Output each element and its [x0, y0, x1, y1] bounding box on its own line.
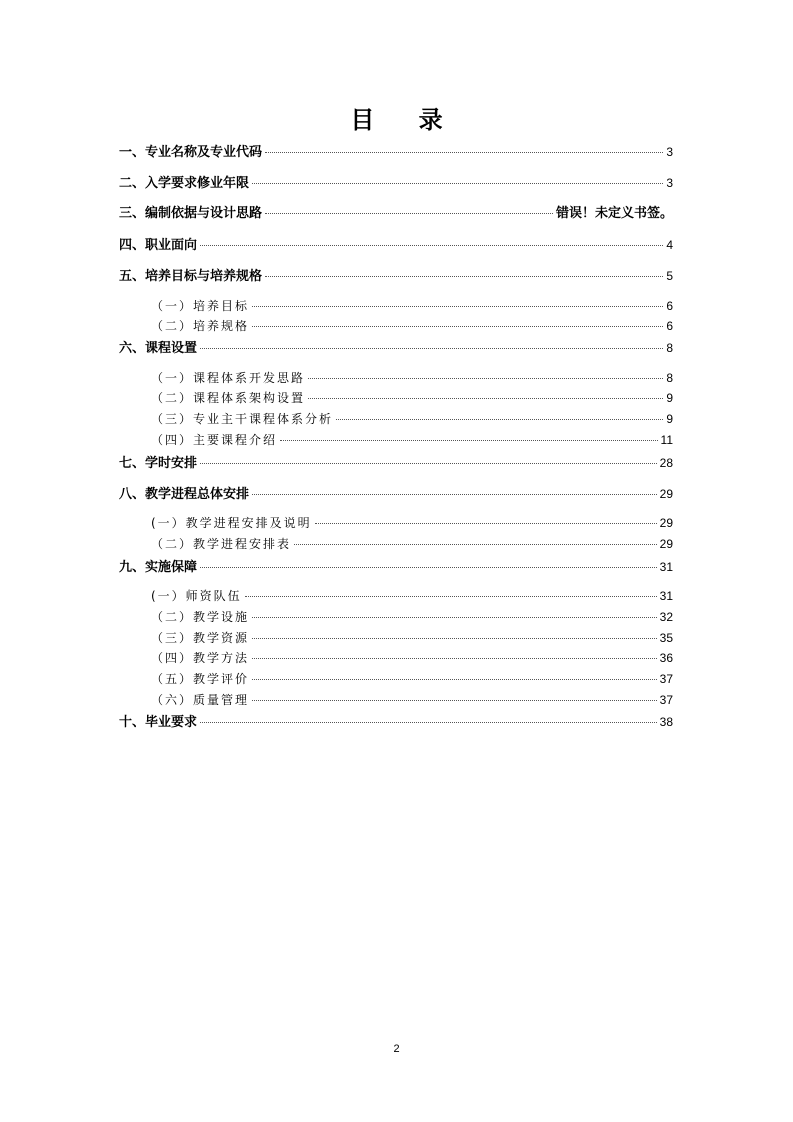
toc-entry-page: 36 — [659, 651, 673, 665]
toc-entry[interactable] — [119, 556, 673, 574]
toc-leader-dots — [336, 419, 663, 420]
toc-entry-label: 八、教学进程总体安排 — [119, 487, 250, 502]
toc-entry-page: 28 — [659, 456, 673, 470]
toc-entry-page: 31 — [659, 589, 673, 603]
page-number: 2 — [393, 1043, 400, 1055]
toc-entry[interactable] — [119, 452, 673, 470]
toc-entry-label: （二）教学进程安排表 — [151, 537, 292, 551]
toc-entry-label: （二）教学设施 — [151, 610, 250, 624]
toc-leader-dots — [252, 617, 657, 618]
toc-subentry[interactable] — [151, 691, 673, 709]
toc-subentry[interactable] — [151, 431, 673, 449]
toc-entry-page-error: 错误！未定义书签。 — [555, 206, 673, 221]
toc-leader-dots — [294, 544, 657, 545]
toc-entry-label: 一、专业名称及专业代码 — [119, 145, 263, 160]
toc-leader-dots — [252, 306, 663, 307]
toc-subentry[interactable] — [151, 608, 673, 626]
toc-entry[interactable] — [119, 202, 673, 220]
toc-entry-label: （一）培养目标 — [151, 299, 250, 313]
toc-subentry[interactable] — [151, 514, 673, 532]
toc-entry-page: 6 — [666, 319, 673, 333]
toc-entry-page: 3 — [666, 176, 673, 190]
toc-subentry[interactable] — [151, 629, 673, 647]
toc-subentry[interactable] — [151, 297, 673, 315]
toc-subentry[interactable] — [151, 410, 673, 428]
toc-entry-page: 32 — [659, 610, 673, 624]
toc-entry-page: 38 — [659, 715, 673, 729]
toc-entry-label: （二）课程体系架构设置 — [151, 391, 306, 405]
toc-entry-label: （一）课程体系开发思路 — [151, 371, 306, 385]
toc-entry-page: 29 — [659, 516, 673, 530]
toc-entry-label: （三）专业主干课程体系分析 — [151, 412, 334, 426]
toc-entry[interactable] — [119, 483, 673, 501]
toc-entry-page: 3 — [666, 145, 673, 159]
toc-entry-page: 9 — [666, 391, 673, 405]
toc-leader-dots — [252, 183, 663, 184]
toc-entry-page: 4 — [666, 238, 673, 252]
toc-entry-page: 8 — [666, 341, 673, 355]
toc-entry-label: (一）师资队伍 — [151, 589, 242, 603]
toc-subentry[interactable] — [151, 587, 673, 605]
toc-subentry[interactable] — [151, 389, 673, 407]
toc-subentry[interactable] — [151, 670, 673, 688]
toc-entry-label: （五）教学评价 — [151, 672, 250, 686]
toc-entry[interactable] — [119, 234, 673, 252]
toc-leader-dots — [280, 440, 658, 441]
toc-leader-dots — [200, 722, 657, 723]
toc-entry-label: （四）教学方法 — [151, 651, 250, 665]
toc-leader-dots — [252, 700, 657, 701]
toc-leader-dots — [252, 326, 663, 327]
toc-leader-dots — [308, 378, 663, 379]
toc-entry[interactable] — [119, 711, 673, 729]
toc-entry-page: 11 — [660, 433, 673, 447]
toc-leader-dots — [200, 567, 657, 568]
toc-entry-label: （三）教学资源 — [151, 631, 250, 645]
toc-entry[interactable] — [119, 337, 673, 355]
toc-entry-page: 35 — [659, 631, 673, 645]
toc-entry-label: （六）质量管理 — [151, 693, 250, 707]
toc-entry-label: （四）主要课程介绍 — [151, 433, 278, 447]
toc-subentry[interactable] — [151, 317, 673, 335]
toc-leader-dots — [252, 494, 657, 495]
toc-leader-dots — [265, 152, 663, 153]
toc-entry-page: 37 — [659, 672, 673, 686]
toc-leader-dots — [265, 213, 553, 214]
toc-leader-dots — [200, 348, 663, 349]
toc-entry-page: 5 — [666, 269, 673, 283]
toc-entry-label: 九、实施保障 — [119, 560, 198, 575]
toc-subentry[interactable] — [151, 649, 673, 667]
toc-entry-page: 29 — [659, 487, 673, 501]
toc-subentry[interactable] — [151, 369, 673, 387]
toc-entry-label: 五、培养目标与培养规格 — [119, 269, 263, 284]
toc-entry[interactable] — [119, 265, 673, 283]
toc-entry-label: (一）教学进程安排及说明 — [151, 516, 312, 530]
toc-entry-page: 29 — [659, 537, 673, 551]
toc-entry-page: 37 — [659, 693, 673, 707]
toc-entry-page: 8 — [666, 371, 673, 385]
toc-entry-label: 三、编制依据与设计思路 — [119, 206, 263, 221]
toc-entry-page: 6 — [666, 299, 673, 313]
toc-leader-dots — [252, 679, 657, 680]
toc-entry-label: 四、职业面向 — [119, 238, 198, 253]
toc-leader-dots — [200, 245, 663, 246]
toc-leader-dots — [252, 658, 657, 659]
toc-entry-label: 七、学时安排 — [119, 456, 198, 471]
toc-leader-dots — [200, 463, 657, 464]
toc-leader-dots — [315, 523, 657, 524]
toc-subentry[interactable] — [151, 535, 673, 553]
toc-entry-label: 十、毕业要求 — [119, 715, 198, 730]
toc-entry-page: 9 — [666, 412, 673, 426]
toc-leader-dots — [252, 638, 657, 639]
toc-entry[interactable] — [119, 141, 673, 159]
toc-leader-dots — [245, 596, 657, 597]
toc-entry-label: 二、入学要求修业年限 — [119, 176, 250, 191]
toc-leader-dots — [308, 398, 663, 399]
toc-entry-label: （二）培养规格 — [151, 319, 250, 333]
toc-entry[interactable] — [119, 172, 673, 190]
toc-leader-dots — [265, 276, 663, 277]
page-title: 目 录 — [350, 106, 461, 134]
toc-entry-page: 31 — [659, 560, 673, 574]
toc-entry-label: 六、课程设置 — [119, 341, 198, 356]
